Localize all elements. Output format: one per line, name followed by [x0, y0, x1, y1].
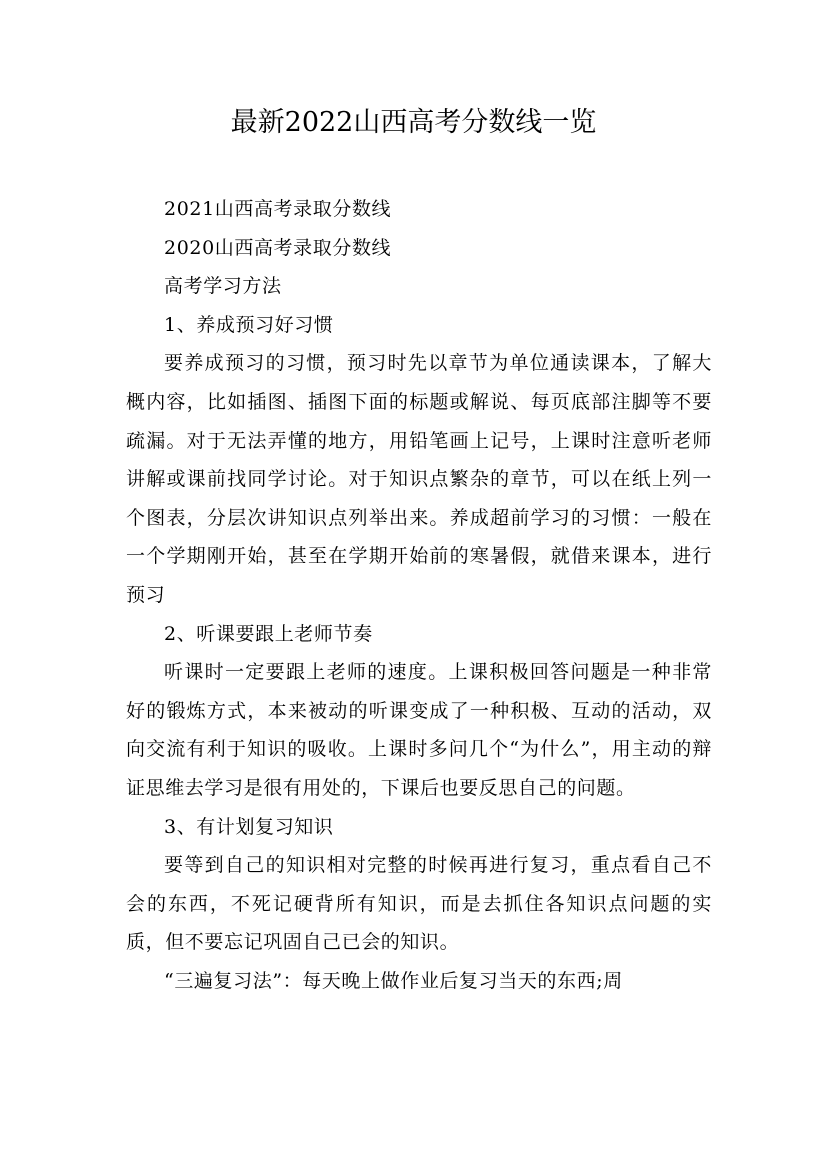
paragraph: 2021山西高考录取分数线: [164, 198, 392, 220]
paragraph: 2、听课要跟上老师节奏: [164, 622, 373, 645]
paragraph: 要等到自己的知识相对完整的时候再进行复习，重点看自己不会的东西，不死记硬背所有知识，而是去抓住各知识点问题的实质，但不要忘记巩固自己已会的知识。: [126, 854, 712, 954]
paragraph: 高考学习方法: [164, 275, 282, 298]
document-title: 最新2022山西高考分数线一览: [230, 107, 597, 138]
document-body: [126, 190, 712, 1000]
paragraph: 2020山西高考录取分数线: [164, 236, 392, 259]
paragraph: “三遍复习法”：每天晚上做作业后复习当天的东西;周: [164, 969, 623, 992]
paragraph: 1、养成预习好习惯: [164, 313, 334, 336]
paragraph: 听课时一定要跟上老师的速度。上课积极回答问题是一种非常好的锻炼方式，本来被动的听课变成了一种积极、互动的活动，双向交流有利于知识的吸收。上课时多问几个“为什么”，用主动的辩证思维去学习是很有用处的，下课后也要反思自己的问题。: [126, 661, 712, 799]
paragraph: 3、有计划复习知识: [164, 815, 334, 838]
paragraph: 要养成预习的习惯，预习时先以章节为单位通读课本，了解大概内容，比如插图、插图下面的标题或解说、每页底部注脚等不要疏漏。对于无法弄懂的地方，用铅笔画上记号，上课时注意听老师讲解或课前找同学讨论。对于知识点繁杂的章节，可以在纸上列一个图表，分层次讲知识点列举出来。养成超前学习的习惯：一般在一个学期刚开始，甚至在学期开始前的寒暑假，就借来课本，进行预习: [126, 352, 712, 606]
